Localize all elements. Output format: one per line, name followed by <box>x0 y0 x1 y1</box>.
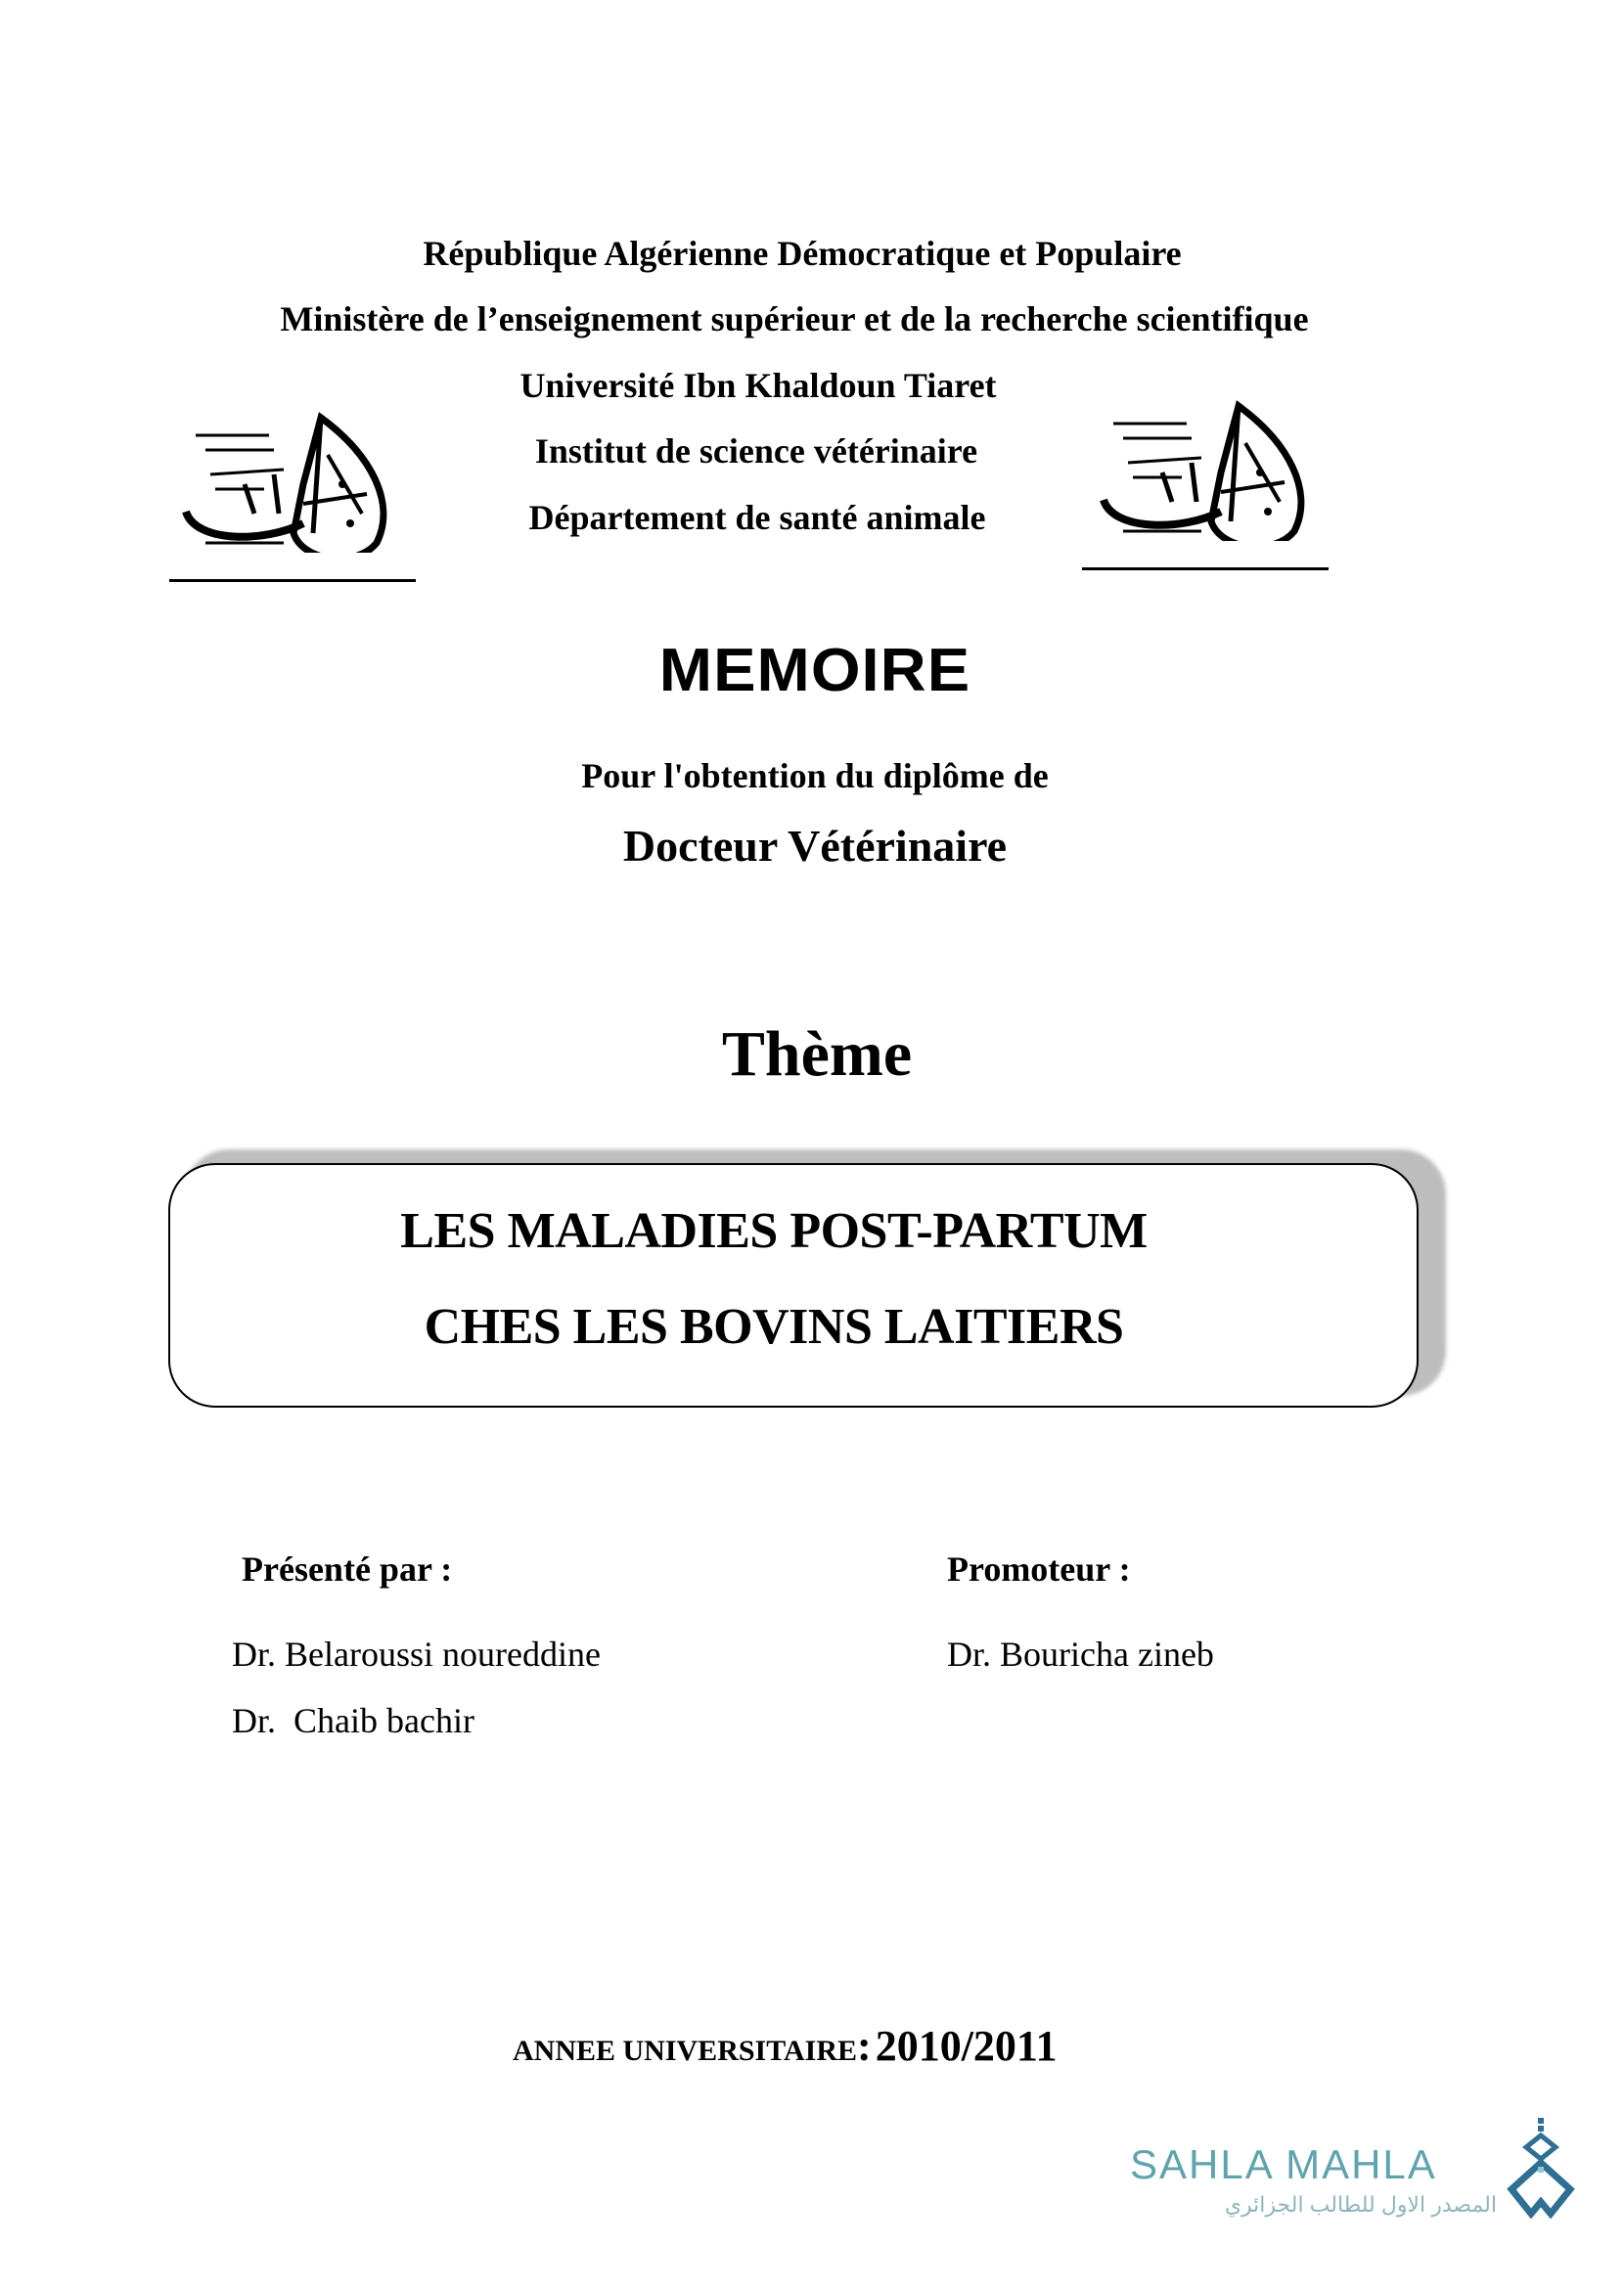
calligraphy-logo-icon <box>176 396 401 553</box>
academic-year-value: 2010/2011 <box>875 2022 1058 2070</box>
presenter-name-1: Dr. Belaroussi noureddine <box>232 1635 601 1674</box>
header-university: Université Ibn Khaldoun Tiaret <box>519 366 997 405</box>
logo-underline-left <box>169 579 416 582</box>
calligraphy-logo-icon <box>1094 384 1319 541</box>
theme-title-line-2: CHES LES BOVINS LAITIERS <box>424 1299 1124 1355</box>
presenter-name-2: Dr. Chaib bachir <box>232 1701 474 1740</box>
university-logo-left <box>176 396 401 553</box>
presenters-label: Présenté par : <box>242 1549 453 1589</box>
sahla-mahla-logo-icon <box>1507 2116 1575 2219</box>
theme-title-line-1: LES MALADIES POST-PARTUM <box>400 1203 1148 1259</box>
sahla-mahla-watermark <box>1130 2116 1600 2223</box>
academic-year <box>513 2021 1057 2071</box>
degree-purpose: Pour l'obtention du diplôme de <box>581 756 1049 795</box>
watermark-tagline: المصدر الاول للطالب الجزائري <box>1224 2192 1497 2217</box>
supervisor-label: Promoteur : <box>947 1549 1131 1589</box>
header-ministry: Ministère de l’enseignement supérieur et de la recherche scientifique <box>280 299 1309 338</box>
academic-year-label: ANNEE UNIVERSITAIRE <box>513 2035 858 2067</box>
header-country: République Algérienne Démocratique et Populaire <box>423 234 1182 273</box>
header-department: Département de santé animale <box>528 498 986 537</box>
theme-label: Thème <box>721 1018 913 1090</box>
header-institute: Institut de science vétérinaire <box>534 431 978 471</box>
academic-year-separator: : <box>857 2022 872 2070</box>
university-logo-right <box>1094 384 1319 541</box>
watermark-brand: SAHLA MAHLA <box>1130 2141 1437 2187</box>
supervisor-name: Dr. Bouricha zineb <box>947 1635 1214 1674</box>
logo-underline-right <box>1082 567 1329 570</box>
theme-box <box>168 1163 1419 1408</box>
degree-name: Docteur Vétérinaire <box>622 821 1008 871</box>
document-type-title: MEMOIRE <box>658 637 971 704</box>
